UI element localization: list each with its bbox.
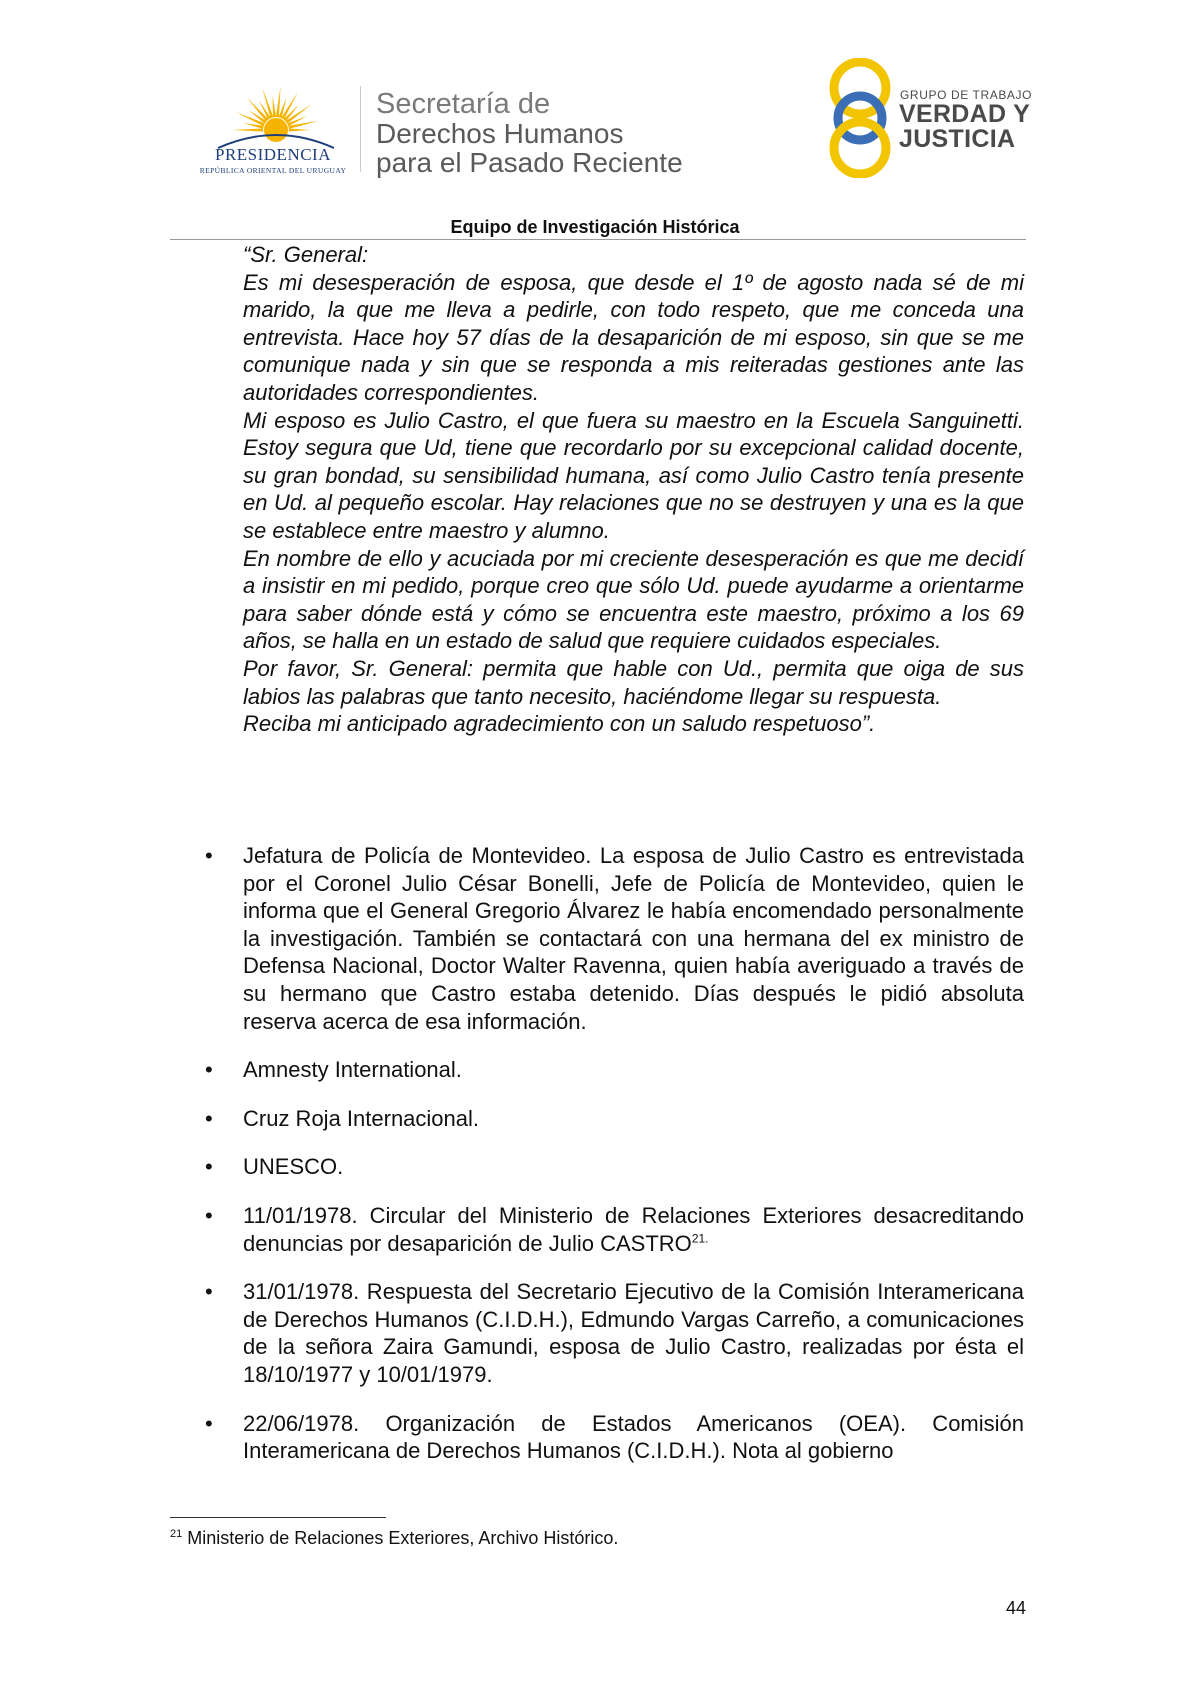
footnote-reference[interactable]: 21. (691, 1231, 709, 1246)
secretaria-line-1: Secretaría de (376, 88, 551, 120)
page-header (0, 0, 1190, 260)
footnote-rule (170, 1517, 386, 1518)
quoted-letter (243, 241, 1024, 738)
bullet-item (205, 1410, 1024, 1465)
bullet-icon: • (205, 1057, 213, 1083)
bullet-icon: • (205, 1202, 213, 1228)
bullet-text: Cruz Roja Internacional. (243, 1105, 480, 1131)
section-title: Equipo de Investigación Histórica (450, 217, 740, 237)
quote-paragraph: Mi esposo es Julio Castro, el que fuera su maestro en la Escuela Sanguinetti. Estoy segura que Ud, tiene que recordarlo por su excepcional calidad docente, su gran bondad, su sensibilidad humana, así como Julio Castro tenía presente en Ud. al pequeño escolar. Hay relaciones que no se destruyen y una es la que se establece entre maestro y alumno. (243, 407, 1024, 543)
presidencia-sublabel: REPÚBLICA ORIENTAL DEL URUGUAY (199, 166, 347, 175)
gtvj-big-line-1: VERDAD Y (899, 100, 1031, 128)
gtvj-big-label (899, 102, 1030, 152)
quote-paragraph: “Sr. General: (243, 242, 369, 267)
bullet-text-with-footnote (243, 1202, 1024, 1257)
secretaria-line-3: para el Pasado Reciente (376, 147, 683, 178)
sun-ray (276, 86, 281, 117)
bullet-icon: • (205, 843, 213, 868)
bullet-text: Amnesty International. (243, 1057, 462, 1083)
bullet-text: 22/06/1978. Organización de Estados Americanos (OEA). Comisión Interamericana de Derechos Humanos (C.I.D.H.). Nota al gobierno (243, 1410, 1024, 1464)
bullet-item (205, 1105, 1024, 1133)
bullet-icon: • (205, 1105, 213, 1131)
bullet-item (205, 1056, 1024, 1084)
bullet-text: 11/01/1978. Circular del Ministerio de Relaciones Exteriores desacreditando denuncias por desaparición de Julio CASTRO (243, 1202, 1024, 1256)
sun-ray (289, 128, 310, 131)
footnote (170, 1528, 618, 1549)
bullet-text: Jefatura de Policía de Montevideo. La esposa de Julio Castro es entrevistada por el Coronel Julio César Bonelli, Jefe de Policía de Montevideo, quien le informa que el General Gregorio Álvarez le había encomendado personalmente la investigación. También se contactará con una hermana del ex ministro de Defensa Nacional, Doctor Walter Ravenna, quien había averiguado a través de su hermano que Castro estaba detenido. Días después le pidió absoluta reserva acerca de esa información. (243, 843, 1024, 1034)
bullet-icon: • (205, 1279, 213, 1305)
secretaria-title (376, 90, 683, 177)
page-number: 44 (1005, 1598, 1026, 1618)
sun-core (264, 118, 288, 142)
presidencia-label: PRESIDENCIA (214, 145, 331, 164)
sun-ray (232, 128, 263, 131)
bullet-icon: • (205, 1154, 213, 1180)
header-rule (170, 239, 1026, 240)
gtvj-small-label: GRUPO DE TRABAJO (900, 88, 1033, 102)
bullet-item (205, 842, 1024, 1035)
footnote-number: 21 (170, 1528, 183, 1540)
quote-paragraph: Es mi desesperación de esposa, que desde el 1º de agosto nada sé de mi marido, la que me lleva a pedirle, con todo respeto, que me conceda una entrevista. Hace hoy 57 días de la desaparición de mi esposo, sin que se me comunique nada y sin que se responda a mis reiteradas gestiones ante las autoridades correspondientes. (243, 269, 1024, 405)
sun-ray (262, 88, 273, 118)
header-divider (360, 86, 361, 172)
verdad-justicia-rings-logo (822, 58, 898, 178)
footnote-text: Ministerio de Relaciones Exteriores, Archivo Histórico. (187, 1528, 619, 1548)
quote-paragraph: Reciba mi anticipado agradecimiento con un saludo respetuoso”. (243, 711, 876, 737)
bullet-icon: • (205, 1410, 213, 1436)
quote-paragraph: En nombre de ello y acuciada por mi creciente desesperación es que me decidí a insistir en mi pedido, porque creo que sólo Ud. puede ayudarme a orientarme para saber dónde está y cómo se encuentra este maestro, próximo a los 69 años, se halla en un estado de salud que requiere cuidados especiales. (243, 545, 1024, 654)
gtvj-big-line-2: JUSTICIA (899, 125, 1016, 153)
bullet-list (205, 842, 1024, 1486)
secretaria-line-2: Derechos Humanos (376, 118, 624, 149)
bullet-text: UNESCO. (243, 1154, 344, 1180)
bullet-item (205, 1202, 1024, 1257)
quote-paragraph: Por favor, Sr. General: permita que hable con Ud., permita que oiga de sus labios las palabras que tanto necesito, haciéndome llegar su respuesta. (243, 655, 1024, 709)
sun-ray (272, 96, 276, 117)
bullet-text: 31/01/1978. Respuesta del Secretario Ejecutivo de la Comisión Interamericana de Derechos Humanos (C.I.D.H.), Edmundo Vargas Carreño, a comunicaciones de la señora Zaira Gamundi, esposa de Julio Castro, realizadas por ésta el 18/10/1977 y 10/01/1979. (243, 1279, 1024, 1387)
bullet-item (205, 1278, 1024, 1388)
bullet-item (205, 1153, 1024, 1181)
